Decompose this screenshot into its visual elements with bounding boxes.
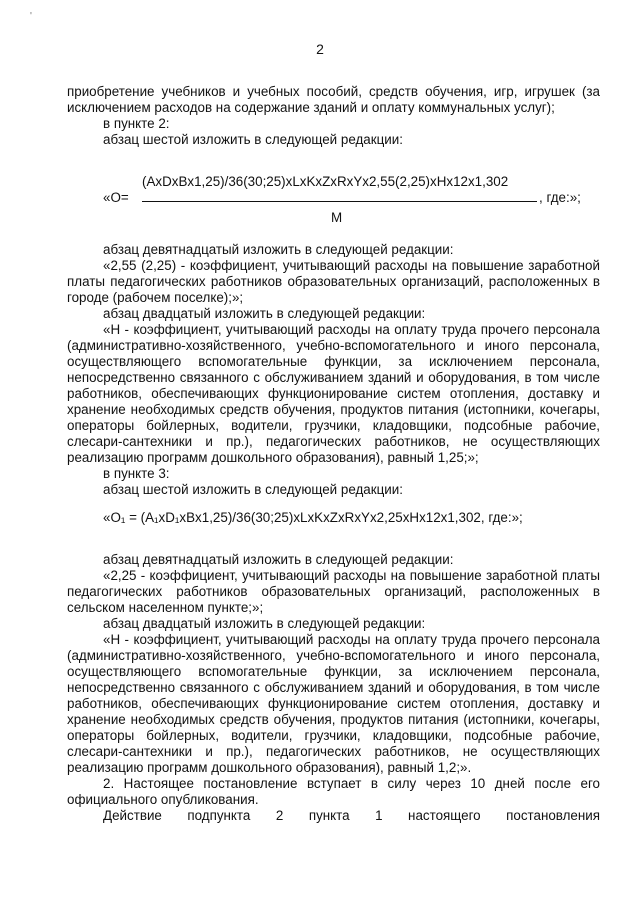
paragraph-sixth-abzac: абзац шестой изложить в следующей редакции: — [103, 132, 403, 147]
paragraph-textbooks: приобретение учебников и учебных пособий, средств обучения, игр, игрушек (за исключением расходов на содержание зданий и оплату коммунальных услуг); — [67, 84, 600, 115]
fraction-line — [142, 201, 537, 202]
formula-prefix: «О= — [103, 190, 129, 205]
formula-numerator: (AxDxBx1,25)/36(30;25)xLxKxZxRxYx2,55(2,25)xHx12x1,302 — [142, 174, 509, 189]
document-body — [67, 84, 600, 824]
paragraph-point-2: в пункте 2: — [103, 116, 170, 131]
paragraph-h-coefficient-1-2: «Н - коэффициент, учитывающий расходы на оплату труда прочего персонала (административно-хозяйственного, учебно-вспомогательного и иного персонала, осуществляющего вспомогательные функции, за исключением персонала, непосредственно связанного с обслуживанием зданий и оборудования, в том числе работников, обеспечивающих функционирование систем отопления, доставку и хранение необходимых средств обучения, продуктов питания (истопники, кочегары, операторы бойлерных, водители, грузчики, кладовщики, подсобные рабочие, слесари-сантехники и пр.), педагогических работников, не осуществляющих реализацию программ дошкольного образования), равный 1,2;». — [67, 632, 600, 775]
paragraph-sixth-abzac-2: абзац шестой изложить в следующей редакции: — [103, 482, 403, 497]
paragraph-twentieth-abzac: абзац двадцатый изложить в следующей редакции: — [103, 306, 426, 321]
paragraph-coefficient-2-25: «2,25 - коэффициент, учитывающий расходы на повышение заработной платы педагогических работников образовательных организаций, расположенных в сельском населенном пункте;»; — [67, 568, 600, 615]
formula-suffix: , где:»; — [539, 190, 581, 205]
paragraph-twentieth-abzac-2: абзац двадцатый изложить в следующей редакции: — [103, 616, 426, 631]
formula-o — [67, 166, 600, 230]
formula-o1: «О₁ = (A₁xD₁xBx1,25)/36(30;25)xLxKxZxRxYx2,25xHx12x1,302, где:»; — [103, 510, 523, 525]
paragraph-nineteenth-abzac-2: абзац девятнадцатый изложить в следующей редакции: — [103, 552, 454, 567]
corner-mark: ' — [30, 11, 32, 22]
paragraph-h-coefficient-1-25: «Н - коэффициент, учитывающий расходы на оплату труда прочего персонала (административно-хозяйственного, учебно-вспомогательного и иного персонала, осуществляющего вспомогательные функции, за исключением персонала, непосредственно связанного с обслуживанием зданий и оборудования, в том числе работников, обеспечивающих функционирование систем отопления, доставку и хранение необходимых средств обучения, продуктов питания (истопники, кочегары, операторы бойлерных, водители, грузчики, кладовщики, подсобные рабочие, слесари-сантехники и пр.), педагогических работников, не осуществляющих реализацию программ дошкольного образования), равный 1,25;»; — [67, 322, 600, 465]
paragraph-coefficient-2-55: «2,55 (2,25) - коэффициент, учитывающий расходы на повышение заработной платы педагогических работников образовательных организаций, расположенных в городе (рабочем поселке);»; — [67, 258, 600, 305]
paragraph-action-subpoint: Действие подпункта 2 пункта 1 настоящего постановления — [103, 808, 600, 823]
paragraph-point-3: в пункте 3: — [103, 466, 170, 481]
formula-denominator: M — [331, 210, 343, 225]
paragraph-nineteenth-abzac: абзац девятнадцатый изложить в следующей редакции: — [103, 242, 454, 257]
paragraph-effective-date: 2. Настоящее постановление вступает в силу через 10 дней после его официального опубликования. — [67, 776, 600, 807]
page-number: 2 — [316, 41, 324, 57]
